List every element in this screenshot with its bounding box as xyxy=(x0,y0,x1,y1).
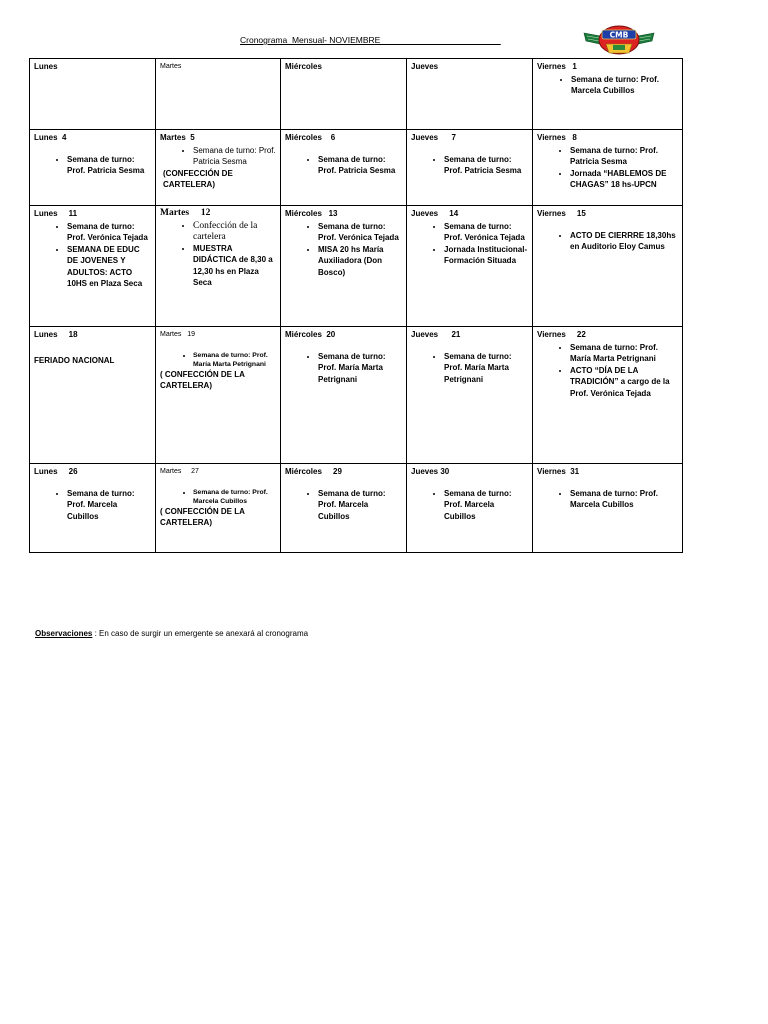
day-cell xyxy=(281,59,407,130)
list-item: • Semana de turno: Prof. Marcela Cubillos xyxy=(571,74,678,97)
day-label: Miércoles 20 xyxy=(285,330,336,339)
day-cell xyxy=(533,327,683,464)
day-label: Martes 12 xyxy=(160,208,211,218)
day-cell xyxy=(407,327,533,464)
day-cell xyxy=(533,59,683,130)
day-label: Jueves 30 xyxy=(411,467,450,476)
day-label: Jueves 14 xyxy=(411,209,459,218)
day-label: Viernes 8 xyxy=(537,133,577,142)
list-item: • MUESTRA DIDÁCTICA de 8,30 a 12,30 hs en Plaza Seca xyxy=(193,243,276,289)
day-label: Viernes 15 xyxy=(537,209,586,218)
day-cell xyxy=(156,59,281,130)
list-item: • Semana de turno: Prof. Verónica Tejada xyxy=(67,221,151,244)
day-label: Lunes 11 xyxy=(34,209,78,218)
list-item: • Confección de la cartelera xyxy=(193,221,276,243)
day-label: Miércoles 13 xyxy=(285,209,338,218)
list-item: • Semana de turno: Prof. Verónica Tejada xyxy=(318,221,402,244)
school-crest-logo xyxy=(582,24,656,56)
observations-text: : En caso de surgir un emergente se anexará al cronograma xyxy=(92,629,309,638)
day-label: Martes 27 xyxy=(160,468,199,475)
week-row xyxy=(30,130,683,206)
list-item: • Semana de turno: Prof. Patricia Sesma xyxy=(444,154,528,177)
day-label: Martes 5 xyxy=(160,133,195,142)
list-item: • Semana de turno: Prof. María Marta Petrignani xyxy=(318,351,402,386)
list-item: • ACTO “DÍA DE LA TRADICIÓN” a cargo de la Prof. Verónica Tejada xyxy=(570,365,678,400)
day-cell xyxy=(407,464,533,553)
logo-text: CMB xyxy=(609,30,629,40)
day-note: ( CONFECCIÓN DE LA CARTELERA) xyxy=(160,369,245,390)
day-cell xyxy=(30,206,156,327)
week-row xyxy=(30,464,683,553)
list-item: • SEMANA DE EDUC DE JOVENES Y ADULTOS: ACTO 10HS en Plaza Seca xyxy=(67,244,151,290)
list-item: • Semana de turno: Prof. Patricia Sesma xyxy=(318,154,402,177)
day-cell xyxy=(533,206,683,327)
list-item: • Jornada Institucional- Formación Situada xyxy=(444,244,528,267)
day-cell xyxy=(407,130,533,206)
list-item: • Semana de turno: Prof. María Marta Petrignani xyxy=(570,342,678,365)
day-note: FERIADO NACIONAL xyxy=(34,355,115,365)
day-cell xyxy=(407,59,533,130)
list-item: • Semana de turno: Prof. Marcela Cubillos xyxy=(67,488,151,523)
list-item: • Semana de turno: Prof. María Marta Petrignani xyxy=(193,351,276,369)
observations-label: Observaciones xyxy=(35,629,93,638)
day-cell xyxy=(407,206,533,327)
day-label: Jueves 7 xyxy=(411,133,456,142)
week-row xyxy=(30,59,683,130)
week-row xyxy=(30,327,683,464)
observations xyxy=(35,629,308,638)
day-cell xyxy=(533,130,683,206)
day-cell xyxy=(156,206,281,327)
list-item: • Semana de turno: Prof. Marcela Cubillos xyxy=(444,488,528,523)
list-item: • Semana de turno: Prof. Patricia Sesma xyxy=(193,145,276,168)
day-label: Miércoles 6 xyxy=(285,133,336,142)
list-item: • Semana de turno: Prof. Marcela Cubillos xyxy=(318,488,402,523)
day-cell xyxy=(533,464,683,553)
list-item: • Jornada “HABLEMOS DE CHAGAS” 18 hs-UPCN xyxy=(570,168,678,191)
day-cell xyxy=(281,130,407,206)
page-title: Cronograma Mensual- NOVIEMBRE xyxy=(240,35,501,45)
list-item: • Semana de turno: Prof. Marcela Cubillos xyxy=(193,488,276,506)
day-cell xyxy=(281,464,407,553)
calendar-table xyxy=(29,58,683,553)
day-cell xyxy=(156,327,281,464)
day-label: Viernes 31 xyxy=(537,467,580,476)
list-item: • MISA 20 hs María Auxiliadora (Don Bosco) xyxy=(318,244,402,279)
day-label: Martes xyxy=(160,63,182,70)
day-label: Martes 19 xyxy=(160,331,196,338)
list-item: • Semana de turno: Prof. Patricia Sesma xyxy=(570,145,678,168)
list-item: • ACTO DE CIERRRE 18,30hs en Auditorio Eloy Camus xyxy=(570,230,678,253)
day-cell xyxy=(30,130,156,206)
list-item: • Semana de turno: Prof. María Marta Petrignani xyxy=(444,351,528,386)
day-label: Miércoles xyxy=(285,62,322,71)
list-item: • Semana de turno: Prof. Patricia Sesma xyxy=(67,154,151,177)
day-cell xyxy=(30,59,156,130)
day-cell xyxy=(281,206,407,327)
day-label: Lunes xyxy=(34,62,58,71)
day-cell xyxy=(156,464,281,553)
day-label: Lunes 26 xyxy=(34,467,78,476)
day-cell xyxy=(30,464,156,553)
day-label: Jueves 21 xyxy=(411,330,461,339)
list-item: • Semana de turno: Prof. Marcela Cubillos xyxy=(570,488,678,511)
day-cell xyxy=(30,327,156,464)
day-label: Jueves xyxy=(411,62,439,71)
day-cell xyxy=(156,130,281,206)
day-label: Lunes 4 xyxy=(34,133,67,142)
day-note: (CONFECCIÓN DE CARTELERA) xyxy=(163,168,233,189)
day-label: Lunes 18 xyxy=(34,330,78,339)
day-note: ( CONFECCIÓN DE LA CARTELERA) xyxy=(160,506,245,527)
day-cell xyxy=(281,327,407,464)
day-label: Viernes 22 xyxy=(537,330,586,339)
list-item: • Semana de turno: Prof. Verónica Tejada xyxy=(444,221,528,244)
day-label: Miércoles 29 xyxy=(285,467,342,476)
day-label: Viernes 1 xyxy=(537,62,577,71)
week-row xyxy=(30,206,683,327)
